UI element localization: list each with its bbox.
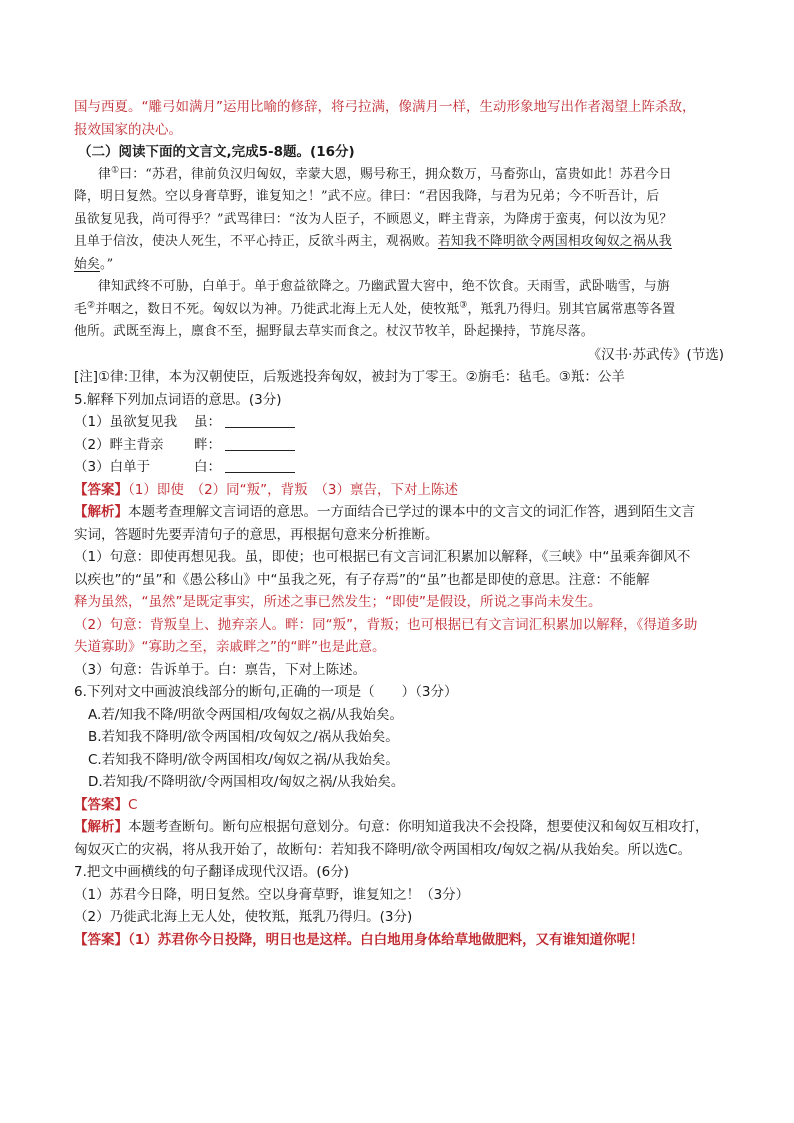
- item-text: （3）白单于: [74, 459, 151, 475]
- footnote-marker: ②: [87, 300, 96, 311]
- answer-text: （1）即使 （2）同“叛”，背叛 （3）禀告，下对上陈述: [128, 481, 459, 498]
- item-text: （1）虽欲复见我: [74, 414, 178, 430]
- footnote-marker: ①: [111, 165, 120, 176]
- passage-line: [74, 231, 724, 254]
- wavy-underlined-sentence: 始矣: [74, 256, 100, 272]
- analysis-line: 失道寡助》“寡助之至，亲戚畔之”的“畔”也是此意。: [74, 639, 386, 655]
- analysis-line: （1）句意：即使再想见我。虽，即使；也可根据已有文言词汇积累加以解释，《三峡》中“虽乘奔御风不: [74, 549, 691, 565]
- passage-line: [74, 164, 724, 187]
- classical-passage: [74, 164, 724, 367]
- analysis-text: 本题考查理解文言词语的意思。一方面结合已学过的课本中的文言文的词汇作答，遇到陌生文言: [128, 504, 695, 520]
- question-5: [74, 389, 724, 682]
- question-7: [74, 861, 724, 951]
- question-item: （2）乃徙武北海上无人处，使牧羝，羝乳乃得归。(3分): [74, 909, 413, 925]
- passage-line: [74, 299, 724, 322]
- intro-line-2: 报效国家的决心。: [74, 121, 182, 138]
- question-stem: 5.解释下列加点词语的意思。(3分): [74, 391, 282, 408]
- analysis-line: [74, 501, 724, 524]
- question-6: [74, 681, 724, 861]
- passage-text: ，羝乳乃得归。别其官属常惠等各置: [467, 301, 676, 317]
- intro-line-1: 国与西夏。“雕弓如满月”运用比喻的修辞，将弓拉满，像满月一样，生动形象地写出作者渴望上阵杀敌，: [74, 99, 696, 115]
- document-page: [74, 96, 724, 951]
- answer-blank[interactable]: [225, 436, 295, 451]
- question-item: （1）苏君今日降，明日复然。空以身膏草野，谁复知之！（3分）: [74, 886, 470, 903]
- analysis-line: 释为虽然，“虽然”是既定事实，所述之事已然发生；“即使”是假设，所说之事尚未发生。: [74, 594, 602, 610]
- footnote-marker: ③: [459, 300, 468, 311]
- answer-blank[interactable]: [225, 413, 295, 428]
- analysis-line: （2）句意：背叛皇上、抛弃亲人。畔：同“叛”，背叛；也可根据已有文言词汇积累加以解释，《得道多助: [74, 616, 698, 633]
- answer-text: C: [128, 796, 138, 813]
- passage-line: 虽欲复见我，尚可得乎？”武骂律曰：“汝为人臣子，不顾恩义，畔主背亲，为降虏于蛮夷，何以汝为见？: [74, 211, 673, 227]
- section-title: （二）阅读下面的文言文,完成5-8题。(16分): [78, 144, 355, 160]
- question-item: [74, 434, 724, 457]
- passage-source: 《汉书·苏武传》(节选): [587, 346, 724, 363]
- answer-blank[interactable]: [225, 458, 295, 473]
- item-text: （2）畔主背亲: [74, 436, 164, 453]
- answer-tag: 【答案】: [74, 931, 128, 948]
- passage-text: 曰：“苏君，律前负汉归匈奴，幸蒙大恩，赐号称王，拥众数万，马畜弥山，富贵如此！苏君今日: [119, 166, 672, 182]
- analysis-line: 匈奴灭亡的灾祸，将从我开始了，故断句：若知我不降明/欲令两国相攻/匈奴之祸/从我始矣。所以选C。: [74, 841, 692, 858]
- item-label: 虽：: [194, 414, 221, 430]
- passage-line: 他所。武既至海上，廪食不至，掘野鼠去草实而食之。杖汉节牧羊，卧起操持，节旄尽落。: [74, 324, 594, 339]
- item-label: 畔：: [194, 436, 221, 453]
- passage-text: 律: [98, 166, 111, 182]
- passage-text: 毛: [74, 301, 87, 317]
- answer-line: [74, 929, 724, 952]
- answer-text: （1）苏君你今日投降，明日也是这样。白白地用身体给草地做肥料，又有谁知道你呢！: [128, 931, 644, 948]
- footnotes: [注]①律:卫律，本为汉朝使臣，后叛逃投奔匈奴，被封为丁零王。②旃毛：毡毛。③羝：公羊: [74, 369, 625, 385]
- analysis-tag: 【解析】: [74, 819, 128, 835]
- answer-tag: 【答案】: [74, 481, 128, 498]
- analysis-line: 以疾也”的“虽”和《愚公移山》中“虽我之死，有子存焉”的“虽”也都是即使的意思。注意：不能解: [74, 571, 650, 588]
- wavy-underlined-sentence: 若知我不降明欲令两国相攻匈奴之祸从我: [437, 234, 672, 249]
- question-item: [74, 456, 724, 479]
- analysis-line: 实词，答题时先要弄清句子的意思，再根据句意来分析推断。: [74, 526, 439, 543]
- passage-text: 。”: [100, 256, 114, 272]
- option-c[interactable]: C.若知我不降明/欲令两国相攻/匈奴之祸/从我始矣。: [88, 751, 399, 768]
- option-a[interactable]: A.若/知我不降/明欲令两国相/攻匈奴之祸/从我始矣。: [88, 706, 403, 723]
- question-item: [74, 411, 724, 434]
- analysis-text: 本题考查断句。断句应根据句意划分。句意：你明知道我决不会投降，想要使汉和匈奴互相攻打，: [128, 819, 709, 835]
- analysis-line: （3）句意：告诉单于。白：禀告，下对上陈述。: [74, 661, 367, 678]
- passage-text: 并咽之，数日不死。匈奴以为神。乃徙武北海上无人处，使牧羝: [95, 301, 460, 317]
- answer-line: [74, 479, 724, 502]
- question-stem: 7.把文中画横线的句子翻译成现代汉语。(6分): [74, 864, 350, 880]
- answer-tag: 【答案】: [74, 796, 128, 813]
- answer-line: [74, 794, 724, 817]
- passage-line: 降，明日复然。空以身膏草野，谁复知之！”武不应。律曰：“君因我降，与君为兄弟；今不听吾计，后: [74, 189, 660, 204]
- passage-text: 且单于信汝，使决人死生，不平心持正，反欲斗两主，观祸败。: [74, 234, 438, 249]
- option-d[interactable]: D.若知我/不降明欲/令两国相攻/匈奴之祸/从我始矣。: [88, 774, 405, 790]
- passage-line: [74, 254, 724, 277]
- item-label: 白：: [194, 459, 221, 475]
- passage-line: 律知武终不可胁，白单于。单于愈益欲降之。乃幽武置大窖中，绝不饮食。天雨雪，武卧啮雪，与旃: [98, 279, 670, 294]
- analysis-line: [74, 816, 724, 839]
- analysis-tag: 【解析】: [74, 504, 128, 520]
- question-stem: 6.下列对文中画波浪线部分的断句,正确的一项是（ ）（3分）: [74, 684, 458, 700]
- option-b[interactable]: B.若知我不降明/欲令两国相/攻匈奴之/祸从我始矣。: [88, 729, 399, 745]
